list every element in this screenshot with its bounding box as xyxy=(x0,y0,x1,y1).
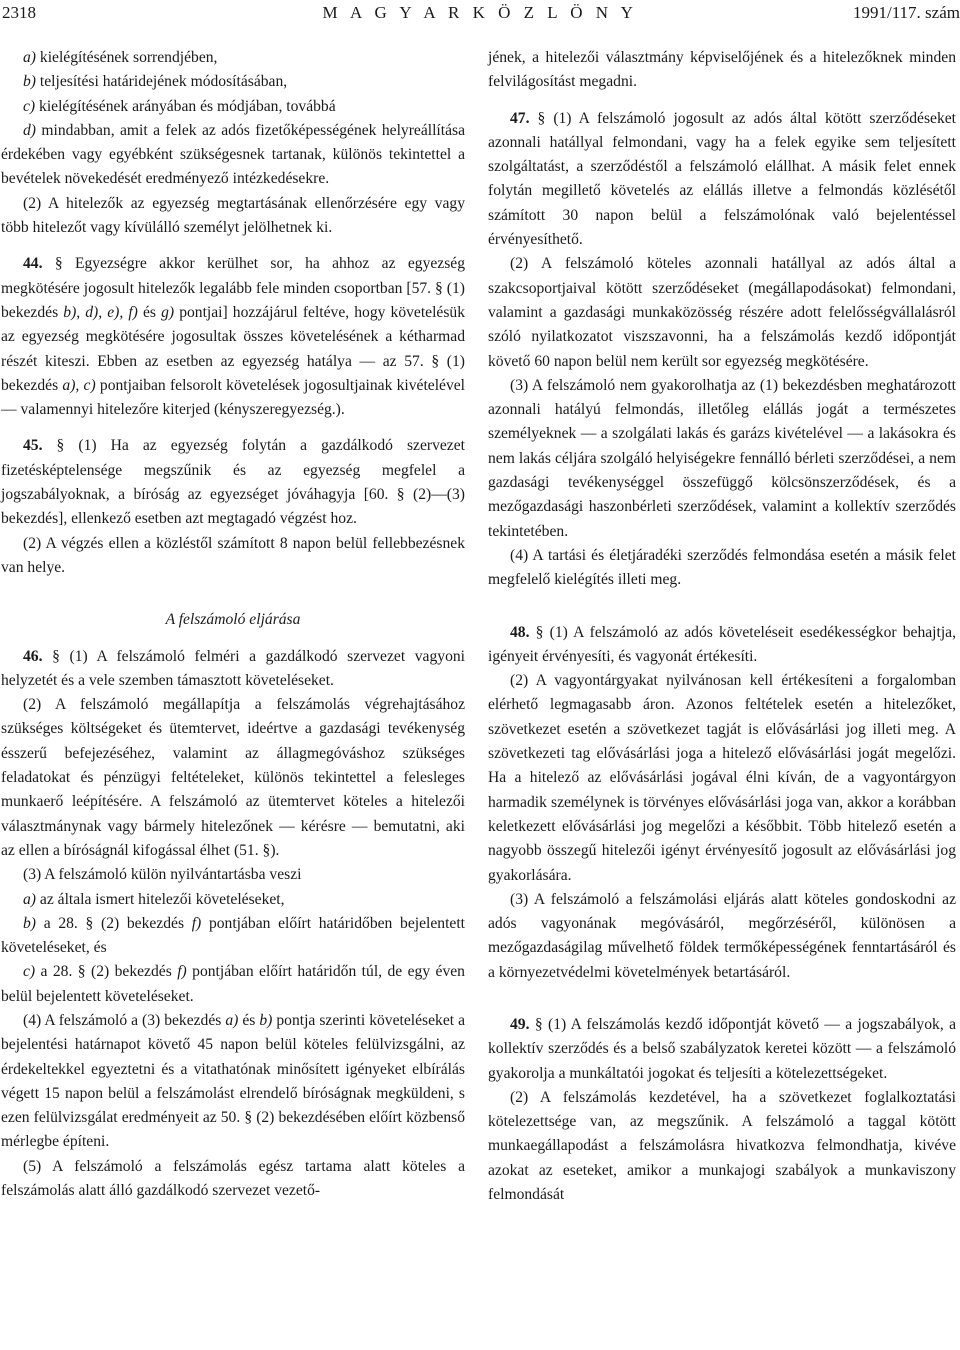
left-column xyxy=(1,46,465,1203)
list-item-b: b) a 28. § (2) bekezdés f) pontjában előírt határidőben bejelentett követeléseket, és xyxy=(1,914,465,957)
section-subheading: A felszámoló eljárása xyxy=(165,611,301,629)
paragraph: (3) A felszámoló külön nyilvántartásba veszi xyxy=(23,866,302,884)
right-column xyxy=(488,46,956,1207)
paragraph: (2) A felszámolás kezdetével, ha a szövetkezet foglalkoztatási kötelezettsége van, az megszűnik. A felszámoló a taggal kötött munkaegállapodást a felszámolásra hivatkozva felmondhatja, kivéve azokat az eseteket, amikor a munkajogi szabályok a munkaviszony felmondását xyxy=(488,1088,956,1204)
list-item-a: a) kielégítésének sorrendjében, xyxy=(23,49,218,66)
section-46: 46. § (1) A felszámoló felméri a gazdálkodó szervezet vagyoni helyzetét és a vele szemben támasztott követeléseket. xyxy=(1,647,465,689)
list-item-c: c) a 28. § (2) bekezdés f) pontjában előírt határidőn túl, de egy éven belül bejelentett követeléseket. xyxy=(1,963,465,1005)
issue-number: 1991/117. szám xyxy=(852,3,960,22)
section-49: 49. § (1) A felszámolás kezdő időpontját követő — a jogszabályok, a kollektív szerződés és a belső szabályzatok keretei között — a felszámoló gyakorolja a munkáltatói jogokat és teljesíti a kötelezettségeket. xyxy=(488,1015,956,1082)
paragraph: (2) A vagyontárgyakat nyilvánosan kell értékesíteni a forgalomban elérhető legmagasabb áron. Azonos feltételek esetén a hitelezőket, szövetkezet esetén a szövetkezet tagját is elővásárlási jog illeti meg. A szövetkezeti tag elővásárlási joga a hitelező elővásárlási jogát megelőzi. Ha a hitelező az elővásárlási jogával élni kíván, de a vagyontárgyon harmadik személynek is törvényes elővásárlási joga van, akkor a korábban keletkezett elővásárlási jog megelőzi a későbbit. Több hitelező esetén a nagyobb összegű hitelezői igényt érvényesítő jogosult az elővásárlási jog gyakorlására. xyxy=(488,672,956,884)
paragraph: (3) A felszámoló nem gyakorolhatja az (1) bekezdésben meghatározott azonnali hatályú felmondás, illetőleg elállás jogát a természetes személyeknek — a szolgálati lakás és garázs kivételével — a lakásokra és nem lakás céljára szolgáló helyiségekre fennálló bérleti szerződései, a nem gazdasági tevékenységgel összefüggő kölcsönszerződések, és a mezőgazdasági haszonbérleti szerződések, valamint a kollektív szerződés tekintetében. xyxy=(488,376,956,540)
paragraph: (3) A felszámoló a felszámolási eljárás alatt köteles gondoskodni az adós vagyonának megóvásáról, megőrzéséről, különösen a mezőgazdaságilag művelhető földek termőképességének fenntartásáról és a környezetvédelmi követelmények betartásáról. xyxy=(488,890,956,981)
list-item-b: b) teljesítési határidejének módosításában, xyxy=(23,73,288,91)
section-47: 47. § (1) A felszámoló jogosult az adós által kötött szerződéseket azonnali hatállyal felmondani, vagy ha a felek egyike sem teljesített szolgáltatást, a szerződéstől a felszámoló elállhat. A másik felet ennek folytán megillető követelés az elállás illetve a felmondás közlésétől számított 30 napon belül a felszámolónak való bejelentéssel érvényesíthető. xyxy=(488,109,956,249)
journal-title: M A G Y A R K Ö Z L Ö N Y xyxy=(322,3,638,22)
paragraph: (2) A felszámoló megállapítja a felszámolás végrehajtásához szükséges költségeket és ütemtervet, ideértve a gazdasági tevékenység ésszerű befejezéséhez, valamint az állagmegóváshoz szükséges feladatokat és pénzügyi feltételeket, különös tekintettel a felesleges munkaerő leépítésére. A felszámoló az ütemtervet köteles a hitelezői választmánynak vagy bármely hitelezőnek — kérésre — bemutatni, aki az ellen a bíróságnál kifogással élhet (51. §). xyxy=(1,696,465,859)
section-48: 48. § (1) A felszámoló az adós követeléseit esedékességkor behajtja, igényeit érvényesíti, és vagyonát értékesíti. xyxy=(488,623,957,665)
section-45: 45. § (1) Ha az egyezség folytán a gazdálkodó szervezet fizetésképtelensége megszűnik és az egyezség megfelel a jogszabályoknak, a bíróság az egyezséget jóváhagyja [60. § (2)—(3) bekezdés], ellenkező esetben azt megtagadó végzést hoz. xyxy=(1,437,465,528)
list-item-d: d) mindabban, amit a felek az adós fizetőképességének helyreállítása érdekében vagy egyébként szükségesnek tartanak, különös tekintettel a bevételek növekedését eredményező intézkedésekre. xyxy=(1,121,465,188)
page-number: 2318 xyxy=(2,3,36,22)
paragraph: (4) A felszámoló a (3) bekezdés a) és b) pontja szerinti követeléseket a bejelentési határnapot követő 45 napon belül köteles felülvizsgálni, az érdekeltekkel egyeztetni és a vitathatónak minősített igényeket elbírálás végett 15 napon belül a felszámolást elrendelő bíróságnak megküldeni, s ezen felülvizsgálat eredményeit az 50. § (2) bekezdésében előírt közbenső mérlegbe építeni. xyxy=(1,1011,465,1151)
list-item-a: a) az általa ismert hitelezői követeléseket, xyxy=(23,890,285,908)
paragraph: (4) A tartási és életjáradéki szerződés felmondása esetén a másik felet megfelelő kielégítés illeti meg. xyxy=(488,546,956,589)
paragraph: (2) A felszámoló köteles azonnali hatállyal az adós által a szakcsoportjaival kötött szerződéseket (megállapodásokat) felmondani, valamint a gazdasági munkaközösség részére adott felelősségvállalásról szóló nyilatkozatot viszszavonni, ha a felszámolás kezdő időpontját követő 60 napon belül nem került sor egyezség megkötésére. xyxy=(488,255,956,370)
paragraph: (2) A hitelezők az egyezség megtartásának ellenőrzésére egy vagy több hitelezőt vagy kívülálló személyt jelölhetnek ki. xyxy=(1,194,465,237)
paragraph: jének, a hitelezői választmány képviselőjének és a hitelezőknek minden felvilágosítást megadni. xyxy=(488,49,956,91)
page-header xyxy=(0,2,960,28)
list-item-c: c) kielégítésének arányában és módjában, továbbá xyxy=(23,97,336,115)
paragraph: (5) A felszámoló a felszámolás egész tartama alatt köteles a felszámolás alatt álló gazdálkodó szervezet vezető- xyxy=(1,1157,465,1200)
paragraph: (2) A végzés ellen a közléstől számított 8 napon belül fellebbezésnek van helye. xyxy=(1,534,465,576)
section-44: 44. § Egyezségre akkor kerülhet sor, ha ahhoz az egyezség megkötésére jogosult hitelezők legalább fele minden csoportban [57. § (1) bekezdés b), d), e), f) és g) pontjai] hozzájárul feltéve, hogy követelésük az egyezség megkötésére jogosultak összes követelésének a kétharmad részét kiteszi. Ebben az esetben az egyezség hatálya — az 57. § (1) bekezdés a), c) pontjaiban felsorolt követelések jogosultjainak kivételével — valamennyi hitelezőre kiterjed (kényszeregyezség.). xyxy=(1,255,466,419)
